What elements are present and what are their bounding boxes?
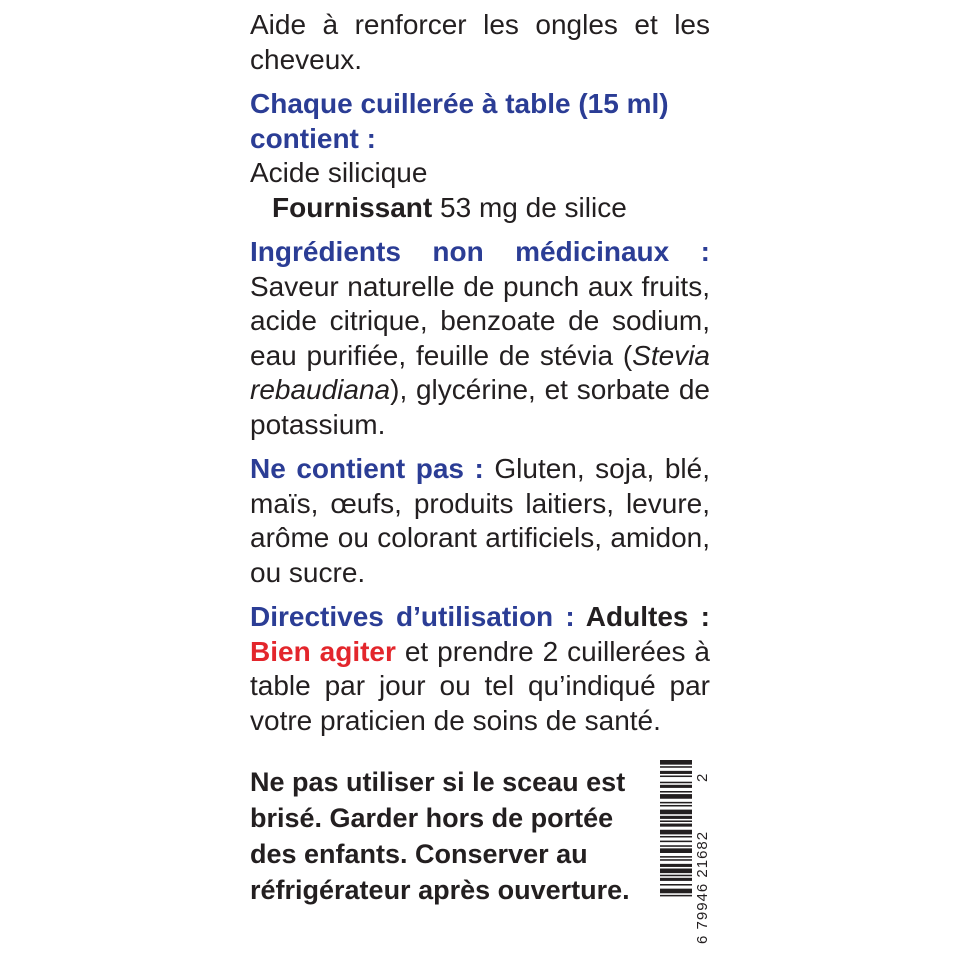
non-medicinal-text-after: ), glycérine, et sorbate de potassium.: [250, 374, 710, 440]
directions-audience: Adultes :: [574, 601, 710, 632]
stevia-latin-name: Stevia rebaudiana: [250, 339, 710, 405]
medicinal-ingredient: Acide silicique: [250, 157, 428, 188]
warning-text: Ne pas utiliser si le sceau est brisé. Garder hors de portée des enfants. Conserver au réfrigérateur après ouverture.: [250, 767, 630, 905]
silica-yield: [250, 191, 710, 226]
non-medicinal-section: [250, 235, 710, 442]
shake-well-alert: Bien agiter: [250, 635, 396, 667]
directions-heading: Directives d’utilisation :: [250, 601, 575, 632]
non-medicinal-heading: Ingrédients non médicinaux :: [250, 236, 710, 267]
directions-text: et prendre 2 cuillerées à table par jour ou tel qu’indiqué par votre praticien de soins de santé.: [250, 635, 710, 736]
directions-section: [250, 600, 710, 738]
benefit-claim: Aide à renforcer les ongles et les cheveux.: [250, 9, 710, 75]
free-from-heading: Ne contient pas :: [250, 453, 484, 484]
product-label-text: [250, 8, 710, 748]
free-from-text: Gluten, soja, blé, maïs, œufs, produits laitiers, levure, arôme ou colorant artificiels, amidon, ou sucre.: [250, 453, 710, 588]
free-from-section: [250, 452, 710, 590]
non-medicinal-text-before: Saveur naturelle de punch aux fruits, acide citrique, benzoate de sodium, eau purifiée, feuille de stévia (: [250, 270, 710, 371]
yield-value: 53 mg de silice: [440, 191, 627, 223]
barcode-check-digit: 2: [694, 773, 711, 782]
dose-section: [250, 87, 710, 225]
dose-heading: Chaque cuillerée à table (15 ml) contient :: [250, 88, 669, 154]
yield-label: Fournissant: [272, 191, 433, 223]
barcode-digits: 6 79946 21682: [694, 830, 711, 944]
